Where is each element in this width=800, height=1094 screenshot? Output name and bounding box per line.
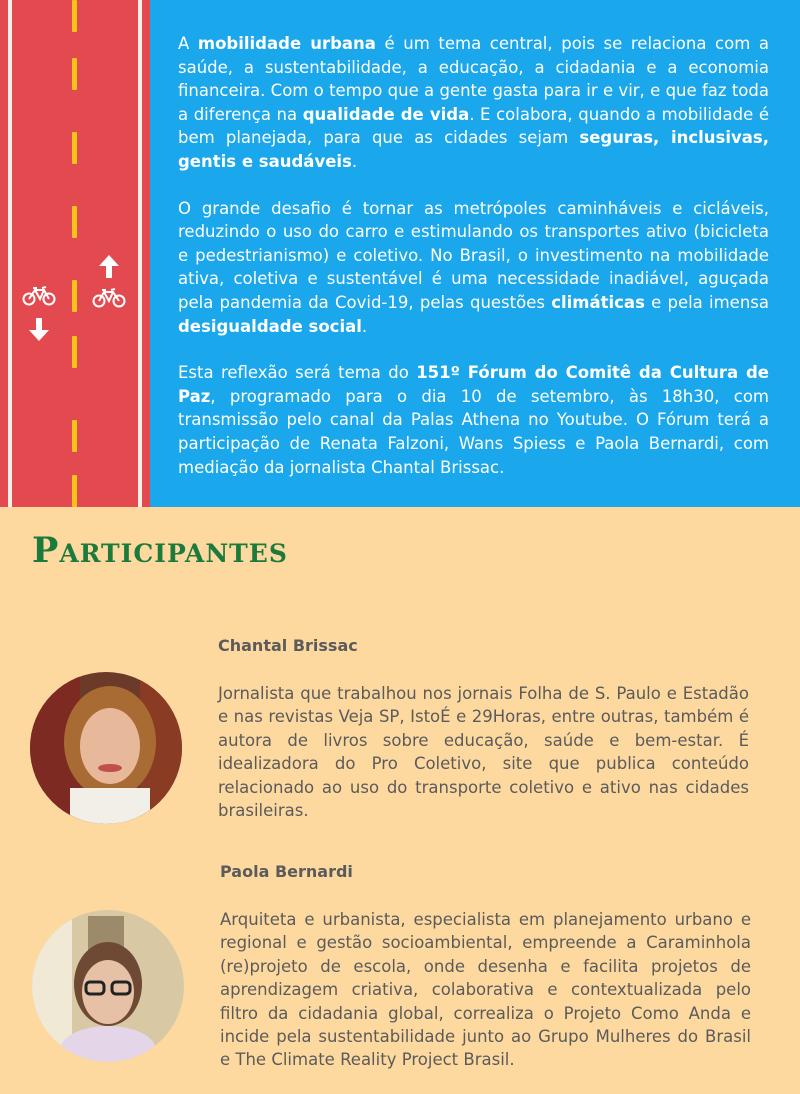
- highlight-forum-name: 151º Fórum do Comitê da Cultura de Paz: [178, 363, 769, 406]
- intro-paragraph-forum: Esta reflexão será tema do 151º Fórum do Comitê da Cultura de Paz, programado para o dia 10 de setembro, às 18h30, com transmissão pelo canal da Palas Athena no Youtube. O Fórum terá a participação de Renata Falzoni, Wans Spiess e Paola Bernardi, com mediação da jornalista Chantal Brissac.: [178, 363, 769, 477]
- participant-bio: Jornalista que trabalhou nos jornais Folha de S. Paulo e Estadão e nas revistas Veja SP, IstoÉ e 29Horas, entre outras, também é autora de livros sobre educação, saúde e bem-estar. É idealizadora do Pro Coletivo, site que publica conteúdo relacionado ao uso do transporte coletivo e ativo nas cidades brasileiras.: [218, 684, 749, 821]
- lane-dash: [72, 0, 77, 32]
- lane-dash: [72, 336, 77, 368]
- lane-dash: [72, 132, 77, 164]
- highlight-qualidade-de-vida: qualidade de vida: [302, 104, 470, 124]
- lane-edge-right: [138, 0, 142, 507]
- participant-name: Paola Bernardi: [220, 862, 353, 881]
- bike-lane-illustration: [0, 0, 150, 507]
- bicycle-icon: [22, 286, 56, 306]
- intro-panel: [0, 0, 800, 507]
- lane-edge-left: [8, 0, 12, 507]
- intro-paragraph-mobility: A mobilidade urbana é um tema central, pois se relaciona com a saúde, a sustentabilidade, a educação, a cidadania e a economia financeira. Com o tempo que a gente gasta para ir e vir, e que faz toda a diferença na qualidade de vida. E colabora, quando a mobilidade é bem planejada, para que as cidades sejam seguras, inclusivas, gentis e saudáveis.: [178, 34, 770, 171]
- highlight-mobilidade-urbana: mobilidade urbana: [197, 34, 376, 53]
- arrow-down-icon: [28, 318, 50, 342]
- intro-paragraph-challenge: O grande desafio é tornar as metrópoles caminháveis e cicláveis, reduzindo o uso do carro e estimulando os transportes ativo (bicicleta e pedestrianismo) e coletivo. No Brasil, o investimento na mobilidade ativa, coletiva e sustentável é uma necessidade inadiável, aguçada pela pandemia da Covid-19, pelas questões climáticas e pela imensa desigualdade social.: [178, 198, 769, 336]
- highlight-climaticas: climáticas: [551, 292, 645, 312]
- lane-dash: [72, 280, 77, 312]
- portrait-chantal: [30, 672, 182, 824]
- arrow-up-icon: [98, 254, 120, 278]
- participant-name: Chantal Brissac: [218, 636, 358, 655]
- avatar: [32, 910, 184, 1062]
- highlight-cidades-seguras: seguras, inclusivas, gentis e saudáveis: [178, 128, 770, 171]
- lane-dash: [72, 58, 77, 90]
- participants-heading: Participantes: [32, 530, 288, 571]
- bicycle-icon: [92, 288, 126, 308]
- lane-dash: [72, 420, 77, 452]
- highlight-desigualdade-social: desigualdade social: [178, 316, 362, 336]
- portrait-paola: [32, 910, 184, 1062]
- avatar: [30, 672, 182, 824]
- participant-bio: Arquiteta e urbanista, especialista em planejamento urbano e regional e gestão socioambiental, empreende a Caraminhola (re)projeto de escola, onde desenha e facilita projetos de aprendizagem criativa, colaborativa e contextualizada pelo filtro da cidadania global, correaliza o Projeto Como Anda e incide pela sustentabilidade junto ao Grupo Mulheres do Brasil e The Climate Reality Project Brasil.: [220, 910, 751, 1070]
- intro-text: [178, 32, 769, 502]
- lane-dash: [72, 475, 77, 507]
- lane-dash: [72, 206, 77, 238]
